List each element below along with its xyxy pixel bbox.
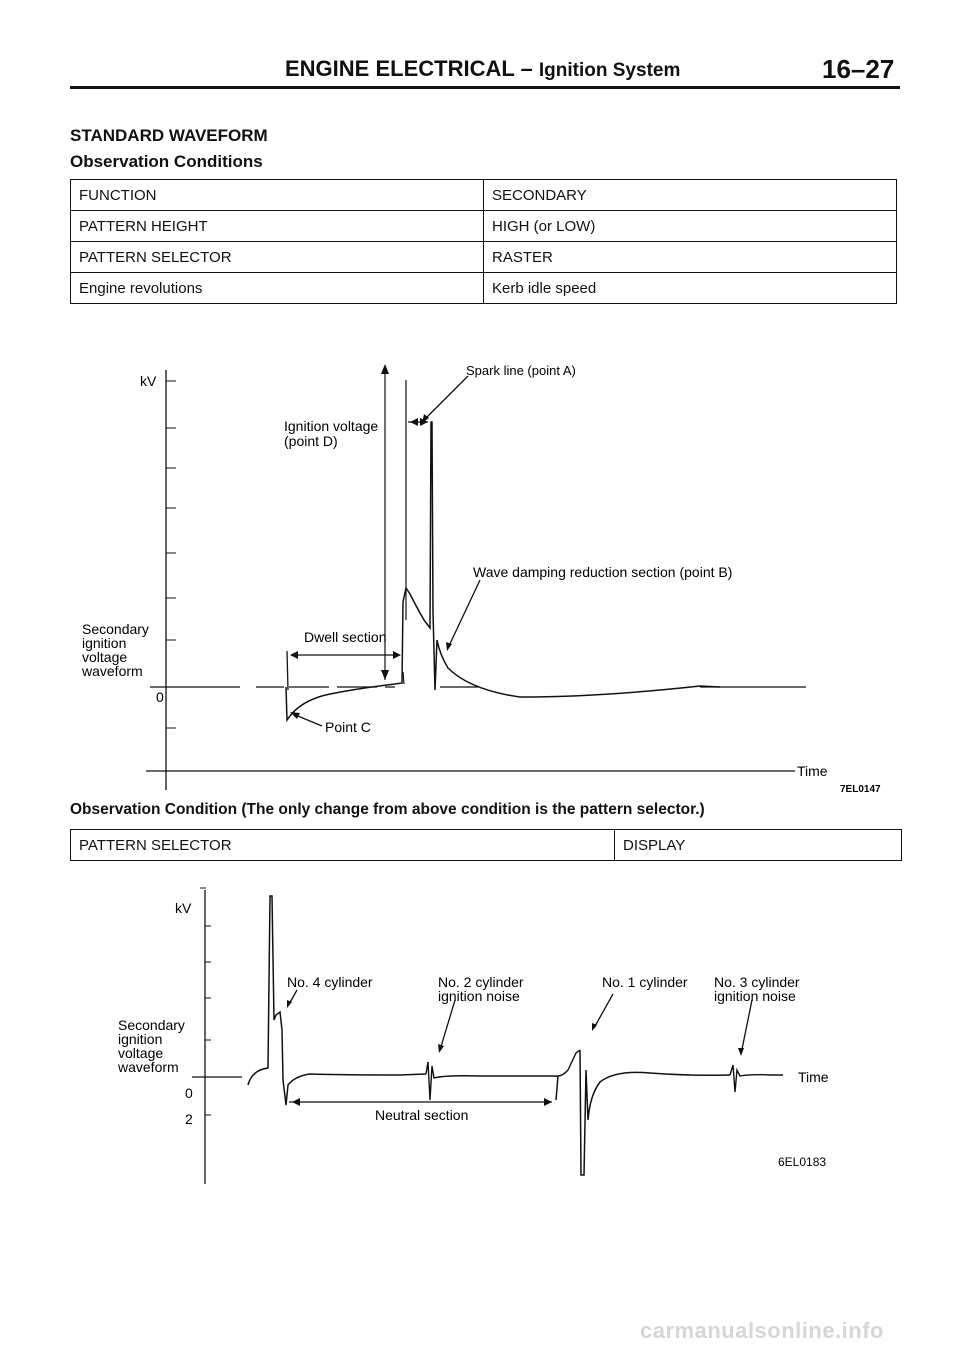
section-subtitle: Observation Conditions — [70, 152, 263, 171]
y-axis-label-line: Secondary — [118, 1017, 185, 1033]
wave-damping-label: Wave damping reduction section (point B) — [473, 564, 733, 580]
point-c-label: Point C — [325, 719, 371, 735]
observation-condition-table — [70, 829, 902, 861]
condition-value: SECONDARY — [484, 180, 897, 211]
section-title: STANDARD WAVEFORM — [70, 126, 268, 145]
two-label: 2 — [185, 1111, 193, 1127]
cylinder-3-label: No. 3 cylinder — [714, 974, 800, 990]
condition-label: PATTERN SELECTOR — [71, 830, 615, 861]
cylinder-1-label: No. 1 cylinder — [602, 974, 688, 990]
figure-code: 6EL0183 — [778, 1155, 827, 1169]
header-dash: – — [520, 56, 533, 81]
x-axis-label: Time — [797, 763, 828, 779]
y-axis-unit: kV — [140, 373, 157, 389]
observation-condition-title: Observation Condition (The only change from above condition is the pattern selector.) — [70, 801, 705, 818]
condition-value: RASTER — [484, 242, 897, 273]
condition-label: FUNCTION — [71, 180, 484, 211]
y-axis-label-line: ignition — [118, 1031, 163, 1047]
table-row — [71, 830, 902, 861]
watermark: carmanualsonline.info — [640, 1318, 884, 1343]
figure-code: 7EL0147 — [840, 784, 881, 795]
cylinder-2-noise-label: ignition noise — [438, 988, 520, 1004]
y-axis-unit: kV — [175, 900, 192, 916]
y-axis-label-line: voltage — [118, 1045, 164, 1061]
y-axis-label-line: voltage — [82, 649, 128, 665]
condition-value: HIGH (or LOW) — [484, 211, 897, 242]
header-subsection: Ignition System — [538, 60, 681, 81]
header-section: ENGINE ELECTRICAL — [285, 56, 515, 81]
condition-label: PATTERN HEIGHT — [71, 211, 484, 242]
ignition-voltage-label: (point D) — [284, 433, 338, 449]
page-number: 16–27 — [822, 54, 895, 84]
x-axis-label: Time — [798, 1069, 829, 1085]
waveform-trace-no4 — [248, 896, 426, 1105]
y-axis-label-line: ignition — [82, 635, 127, 651]
condition-label: Engine revolutions — [71, 273, 484, 304]
zero-label: 0 — [156, 689, 164, 705]
cylinder-4-label: No. 4 cylinder — [287, 974, 373, 990]
display-waveform-diagram — [0, 870, 960, 1200]
condition-value: DISPLAY — [615, 830, 902, 861]
condition-value: Kerb idle speed — [484, 273, 897, 304]
cylinder-3-noise-label: ignition noise — [714, 988, 796, 1004]
condition-label: PATTERN SELECTOR — [71, 242, 484, 273]
y-axis-label-line: waveform — [82, 663, 143, 679]
waveform-trace-no3 — [730, 1065, 783, 1092]
ignition-voltage-label: Ignition voltage — [284, 418, 379, 434]
zero-label: 0 — [185, 1085, 193, 1101]
spark-line-label: Spark line (point A) — [466, 363, 576, 378]
y-axis-label-line: Secondary — [82, 621, 149, 637]
dwell-section-label: Dwell section — [304, 629, 387, 645]
neutral-section-label: Neutral section — [375, 1107, 469, 1123]
waveform-trace-no1 — [556, 1050, 730, 1175]
cylinder-2-label: No. 2 cylinder — [438, 974, 524, 990]
y-axis-label-line: waveform — [118, 1059, 179, 1075]
